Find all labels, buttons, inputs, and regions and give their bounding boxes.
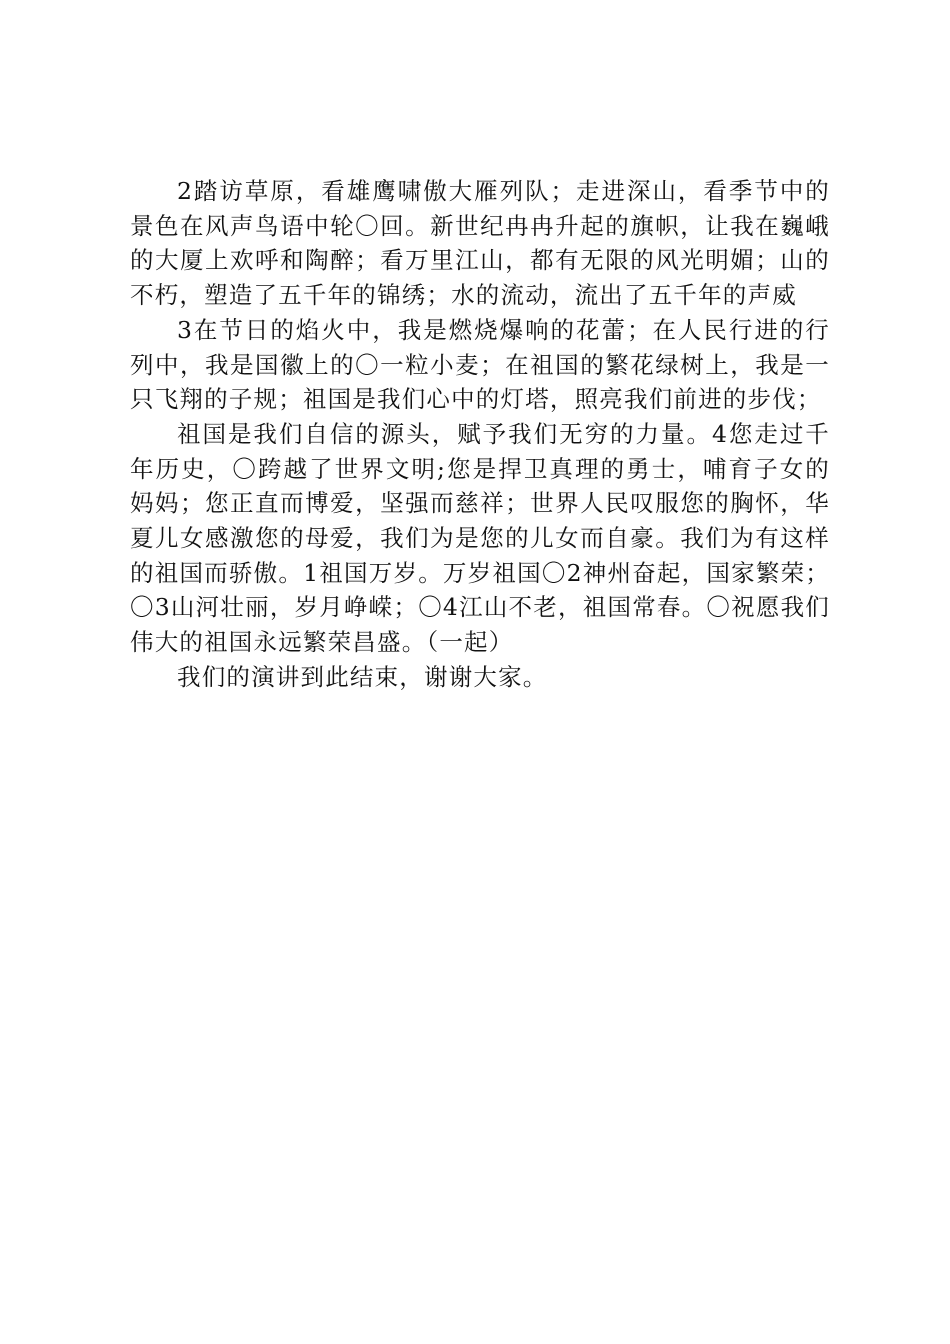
document-body (130, 174, 830, 695)
paragraph-1: 2踏访草原，看雄鹰啸傲大雁列队；走进深山，看季节中的景色在风声鸟语中轮〇回。新世纪冉冉升起的旗帜，让我在巍峨的大厦上欢呼和陶醉；看万里江山，都有无限的风光明媚；山的不朽，塑造了五千年的锦绣；水的流动，流出了五千年的声威 (130, 177, 830, 310)
paragraph-2: 3在节日的焰火中，我是燃烧爆响的花蕾；在人民行进的行列中，我是国徽上的〇一粒小麦；在祖国的繁花绿树上，我是一只飞翔的子规；祖国是我们心中的灯塔，照亮我们前进的步伐； (130, 315, 830, 414)
paragraph-3: 祖国是我们自信的源头，赋予我们无穷的力量。4您走过千年历史，〇跨越了世界文明;您是捍卫真理的勇士，哺育子女的妈妈；您正直而博爱，坚强而慈祥；世界人民叹服您的胸怀，华夏儿女感激您的母爱，我们为是您的儿女而自豪。我们为有这样的祖国而骄傲。1祖国万岁。万岁祖国〇2神州奋起，国家繁荣；〇3山河壮丽，岁月峥嵘；〇4江山不老，祖国常春。〇祝愿我们伟大的祖国永远繁荣昌盛。（一起） (130, 419, 830, 657)
paragraph-4: 我们的演讲到此结束，谢谢大家。 (177, 662, 548, 691)
